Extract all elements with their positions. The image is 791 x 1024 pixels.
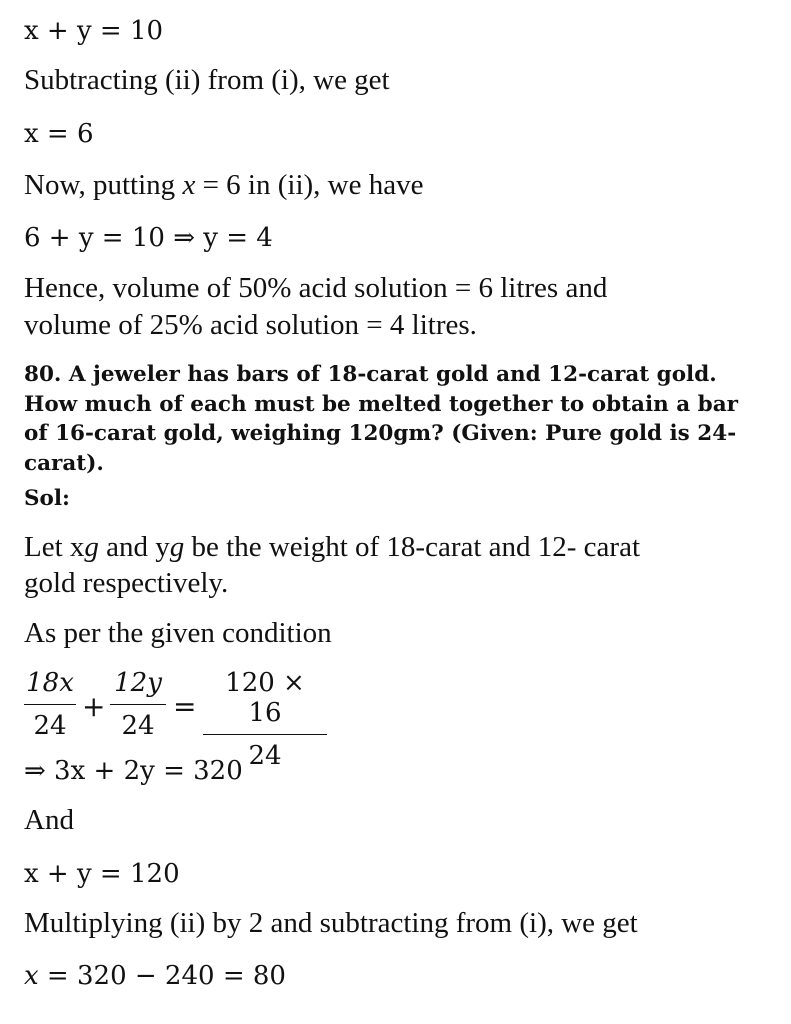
text-now-putting-b: = 6 in (ii), we have [195, 169, 424, 201]
text-hence-volume-line1: Hence, volume of 50% acid solution = 6 litres and [24, 272, 608, 304]
text-subtracting: Subtracting (ii) from (i), we get [24, 64, 390, 96]
equation-y-equals-4: 6 + y = 10 ⇒ y = 4 [24, 223, 273, 253]
equals-sign: = [173, 690, 197, 723]
equation-x-equals-6: x = 6 [24, 119, 94, 149]
math-var-x: x [182, 169, 196, 201]
fraction-numerator: 18x [24, 668, 76, 705]
text-and: And [24, 804, 74, 836]
equation-3x-2y-320: ⇒ 3x + 2y = 320 [24, 756, 243, 786]
text-now-putting-a: Now, putting [24, 169, 183, 201]
fraction-12y-over-24 [110, 668, 166, 741]
fraction-numerator: 120 × 16 [203, 668, 327, 735]
text-hence-volume-line2: volume of 25% acid solution = 4 litres. [24, 309, 477, 341]
text-as-per-condition: As per the given condition [24, 617, 332, 649]
equation-result: = 320 − 240 = 80 [38, 961, 286, 991]
math-var-g: g [84, 531, 99, 563]
plus-sign: + [82, 690, 106, 723]
math-var-x: x [24, 961, 39, 991]
text-and-y: and y [98, 531, 170, 563]
fraction-numerator: 12y [110, 668, 166, 705]
equation-x-plus-y-10: x + y = 10 [24, 16, 164, 46]
fraction-18x-over-24 [24, 668, 76, 741]
text-let-x: Let x [24, 531, 85, 563]
equation-x-equals-80 [24, 963, 286, 989]
fraction-denominator: 24 [33, 711, 67, 741]
text-now-putting [24, 171, 423, 200]
text-multiplying: Multiplying (ii) by 2 and subtracting from (i), we get [24, 907, 638, 939]
text-weight-of: be the weight of 18-carat and 12- carat [184, 531, 641, 563]
text-gold-respectively: gold respectively. [24, 567, 229, 599]
text-let-xg-yg [24, 533, 640, 562]
sol-label: Sol: [24, 486, 70, 511]
fraction-denominator: 24 [121, 711, 155, 741]
fraction-denominator: 24 [248, 741, 282, 771]
equation-x-plus-y-120: x + y = 120 [24, 859, 180, 889]
math-var-g: g [169, 531, 185, 563]
question-80: 80. A jeweler has bars of 18-carat gold and 12-carat gold. How much of each must be melted together to obtain a bar of 16-carat gold, weighing 120gm? (Given: Pure gold is 24-carat). [24, 362, 738, 476]
